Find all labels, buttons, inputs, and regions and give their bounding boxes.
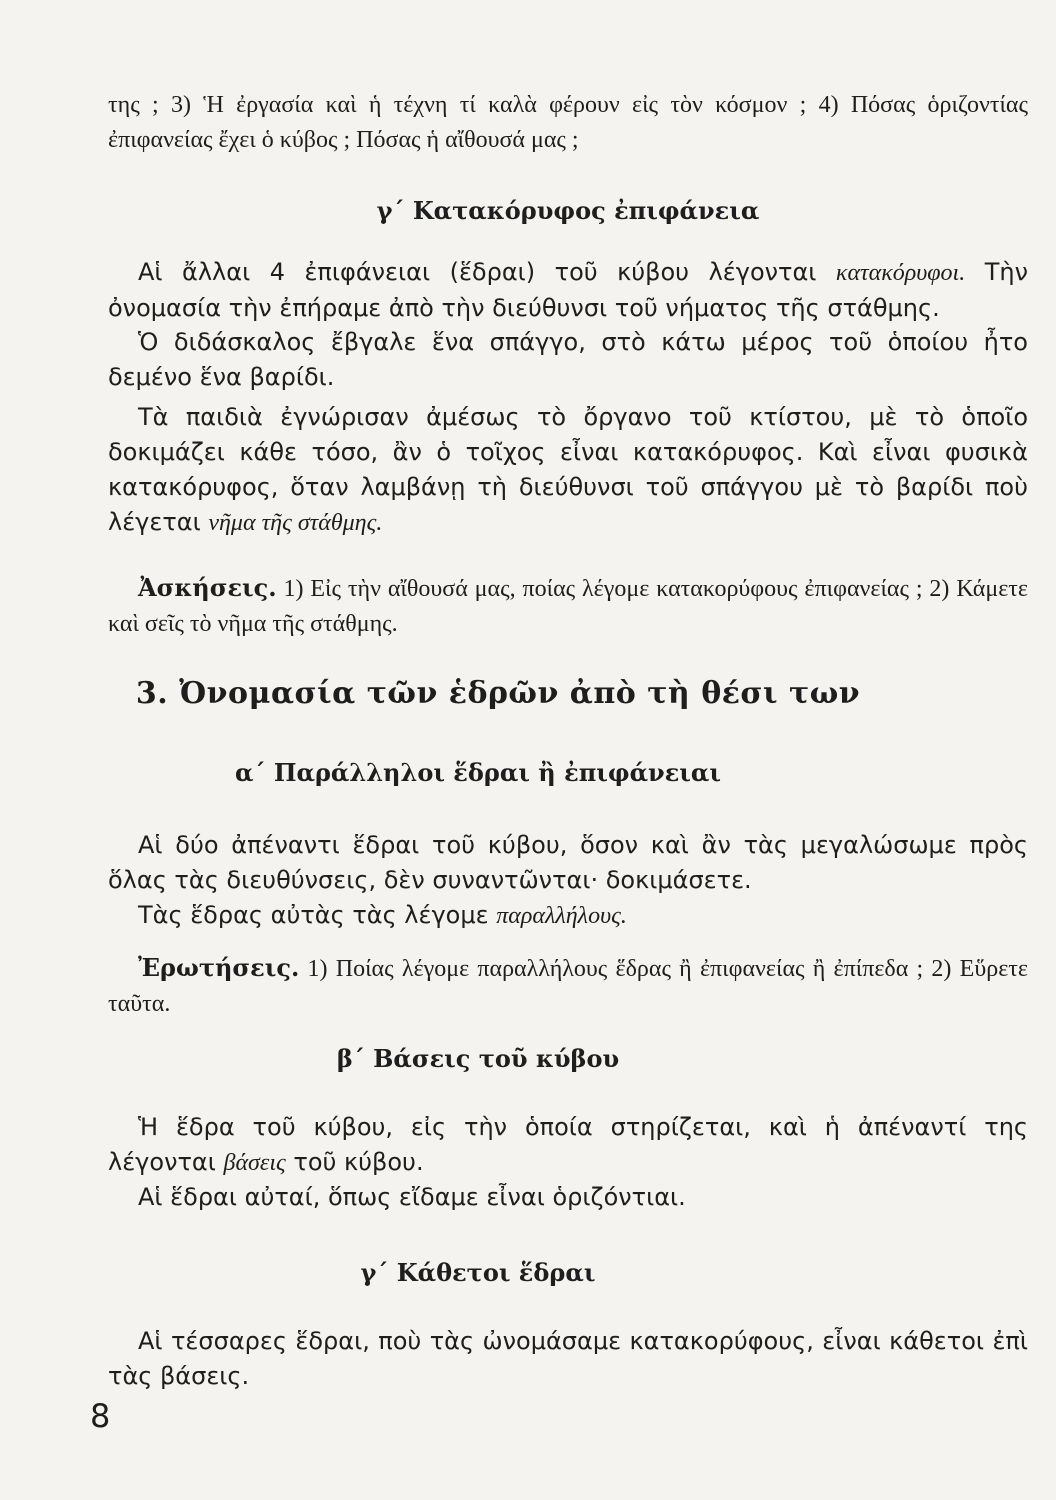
term-bases: βάσεις <box>223 1150 286 1176</box>
paragraph-text: Τὴν ὀνομασία τὴν ἐπήραμε ἀπὸ τὴν διεύθυνσι τοῦ νήματος τῆς στάθμης. <box>108 258 1029 322</box>
section-heading-perpendicular: γ΄ Κάθετοι ἕδραι <box>360 1258 596 1287</box>
intro-paragraph: της ; 3) Ἡ ἐργασία καὶ ἡ τέχνη τί καλὰ φέρουν εἰς τὸν κόσμον ; 4) Πόσας ὁριζοντίας ἐπιφανείας ἔχει ὁ κύβος ; Πόσας ἡ αἴθουσά μας ; <box>108 92 1028 153</box>
questions-label: Ἐρωτήσεις. <box>138 953 300 982</box>
paragraph-text: Τὰ παιδιὰ ἐγνώρισαν ἀμέσως τὸ ὄργανο τοῦ κτίστου, μὲ τὸ ὁποῖο δοκιμάζει κάθε τόσο, ἂν ὁ τοῖχος εἶναι κατακόρυφος. Καὶ εἶναι φυσικὰ κατακόρυφος, ὅταν λαμβάνῃ τὴ διεύθυνσι τοῦ σπάγγου μὲ τὸ βαρίδι ποὺ λέγεται <box>108 403 1028 536</box>
section-heading-parallel: α΄ Παράλληλοι ἕδραι ἢ ἐπιφάνειαι <box>235 758 721 787</box>
questions-paragraph <box>108 950 1028 1022</box>
term-vertical: κατακόρυφοι. <box>835 260 966 286</box>
paragraph-text: Ἡ ἕδρα τοῦ κύβου, εἰς τὴν ὁποία στηρίζεται, καὶ ἡ ἀπέναντί της λέγονται <box>108 1113 1028 1176</box>
questions-text: 1) Ποίας λέγομε παραλλήλους ἕδρας ἢ ἐπιφανείας ἢ ἐπίπεδα ; 2) Εὕρετε ταῦτα. <box>108 956 1028 1017</box>
term-plumb-line: νῆμα τῆς στάθμης. <box>208 510 383 536</box>
paragraph-parallel-term <box>108 898 1028 934</box>
paragraph-perpendicular: Αἱ τέσσαρες ἕδραι, ποὺ τὰς ὠνομάσαμε κατακορύφους, εἶναι κάθετοι ἐπὶ τὰς βάσεις. <box>108 1327 1028 1390</box>
paragraph-bases-definition <box>108 1110 1028 1181</box>
paragraph-vertical-definition <box>108 255 1028 326</box>
term-parallel: παραλλήλους. <box>496 903 627 929</box>
section-heading-vertical: γ΄ Κατακόρυφος ἐπιφάνεια <box>376 196 760 225</box>
paragraph-teacher: Ὁ διδάσκαλος ἔβγαλε ἕνα σπάγγο, στὸ κάτω μέρος τοῦ ὁποίου ἦτο δεμένο ἕνα βαρίδι. <box>108 328 1028 391</box>
exercises-label: Ἀσκήσεις. <box>138 573 277 602</box>
exercises-paragraph <box>108 570 1028 642</box>
paragraph-text: Αἱ ἄλλαι 4 ἐπιφάνειαι (ἕδραι) τοῦ κύβου λέγονται <box>138 258 836 286</box>
paragraph-plumb-line <box>108 400 1028 541</box>
paragraph-bases-horizontal: Αἱ ἕδραι αὐταί, ὅπως εἴδαμε εἶναι ὁριζόντιαι. <box>138 1183 686 1211</box>
section-heading-bases: β΄ Βάσεις τοῦ κύβου <box>336 1044 620 1073</box>
paragraph-text: τοῦ κύβου. <box>285 1148 424 1176</box>
paragraph-text: Τὰς ἕδρας αὐτὰς τὰς λέγομε <box>138 901 497 929</box>
exercises-text: 1) Εἰς τὴν αἴθουσά μας, ποίας λέγομε κατακορύφους ἐπιφανείας ; 2) Κάμετε καὶ σεῖς τὸ νῆμα τῆς στάθμης. <box>108 576 1028 637</box>
paragraph-parallel-definition: Αἱ δύο ἀπέναντι ἕδραι τοῦ κύβου, ὅσον καὶ ἂν τὰς μεγαλώσωμε πρὸς ὅλας τὰς διευθύνσεις, δὲν συναντῶνται· δοκιμάσετε. <box>108 831 1028 894</box>
page-number: 8 <box>90 1397 111 1435</box>
chapter-title: 3. Ὀνομασία τῶν ἑδρῶν ἀπὸ τὴ θέσι των <box>135 676 861 711</box>
